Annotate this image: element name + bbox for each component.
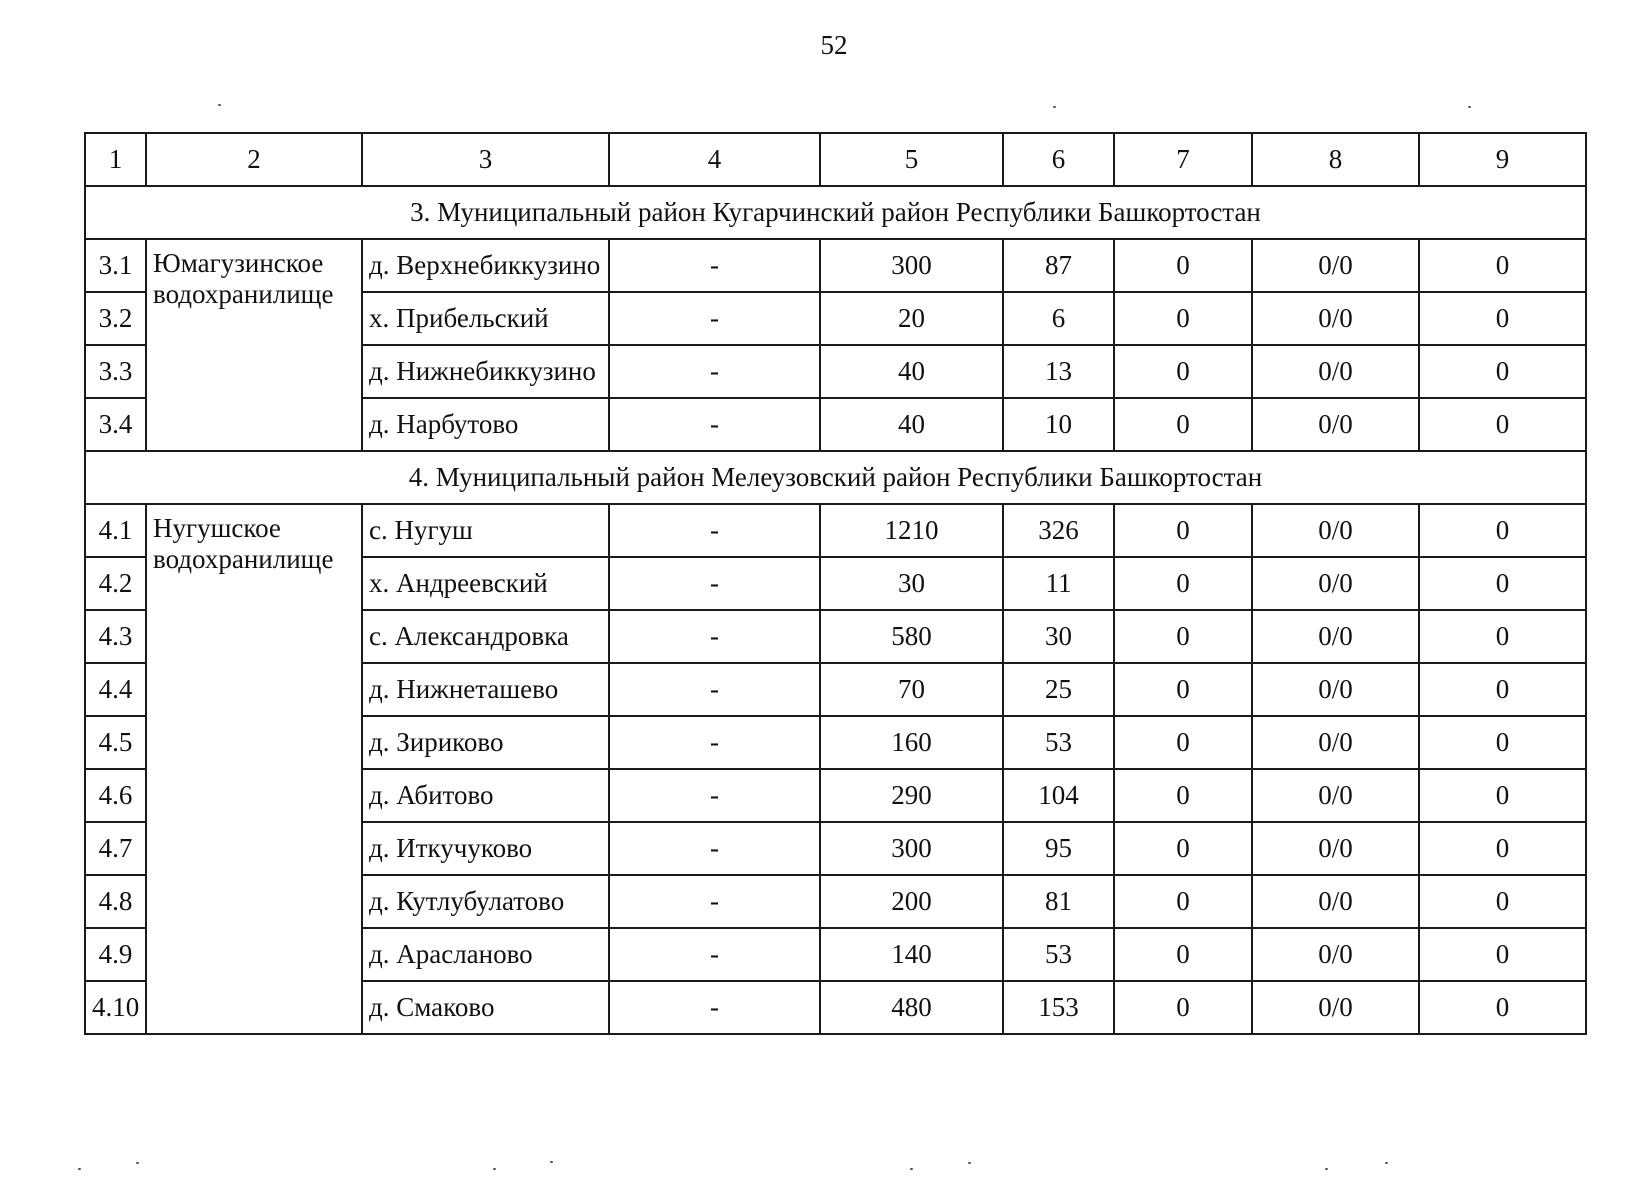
col8-value: 0/0 — [1252, 769, 1419, 822]
settlement-name: д. Иткучуково — [362, 822, 609, 875]
col9-value: 0 — [1419, 292, 1586, 345]
col7-value: 0 — [1114, 239, 1252, 292]
row-number: 4.5 — [85, 716, 146, 769]
col6-value: 13 — [1003, 345, 1114, 398]
col7-value: 0 — [1114, 292, 1252, 345]
col9-value: 0 — [1419, 504, 1586, 557]
col9-value: 0 — [1419, 398, 1586, 451]
col5-value: 300 — [820, 822, 1003, 875]
header-cell: 9 — [1419, 133, 1586, 186]
col4-value: - — [609, 769, 820, 822]
col6-value: 81 — [1003, 875, 1114, 928]
row-number: 4.9 — [85, 928, 146, 981]
col9-value: 0 — [1419, 928, 1586, 981]
settlement-name: д. Нижнеташево — [362, 663, 609, 716]
col5-value: 580 — [820, 610, 1003, 663]
page-number: 52 — [820, 30, 848, 60]
col8-value: 0/0 — [1252, 981, 1419, 1034]
col4-value: - — [609, 663, 820, 716]
row-number: 4.3 — [85, 610, 146, 663]
col6-value: 53 — [1003, 928, 1114, 981]
col4-value: - — [609, 822, 820, 875]
col8-value: 0/0 — [1252, 398, 1419, 451]
col6-value: 153 — [1003, 981, 1114, 1034]
settlement-name: д. Абитово — [362, 769, 609, 822]
scan-speck — [968, 1162, 971, 1164]
col9-value: 0 — [1419, 663, 1586, 716]
col7-value: 0 — [1114, 398, 1252, 451]
col9-value: 0 — [1419, 981, 1586, 1034]
col8-value: 0/0 — [1252, 928, 1419, 981]
row-number: 4.2 — [85, 557, 146, 610]
settlement-name: д. Нарбутово — [362, 398, 609, 451]
col8-value: 0/0 — [1252, 822, 1419, 875]
scan-speck — [550, 1161, 553, 1163]
settlement-name: д. Смаково — [362, 981, 609, 1034]
section-title-row — [85, 451, 1586, 504]
row-number: 4.4 — [85, 663, 146, 716]
col9-value: 0 — [1419, 769, 1586, 822]
col4-value: - — [609, 557, 820, 610]
settlement-name: д. Нижнебиккузино — [362, 345, 609, 398]
col9-value: 0 — [1419, 610, 1586, 663]
col5-value: 160 — [820, 716, 1003, 769]
row-number: 4.1 — [85, 504, 146, 557]
col8-value: 0/0 — [1252, 716, 1419, 769]
col4-value: - — [609, 292, 820, 345]
col7-value: 0 — [1114, 663, 1252, 716]
settlement-name: д. Верхнебиккузино — [362, 239, 609, 292]
table-row — [85, 239, 1586, 292]
col6-value: 326 — [1003, 504, 1114, 557]
col7-value: 0 — [1114, 928, 1252, 981]
col4-value: - — [609, 504, 820, 557]
col8-value: 0/0 — [1252, 292, 1419, 345]
table-row — [85, 504, 1586, 557]
col4-value: - — [609, 981, 820, 1034]
col8-value: 0/0 — [1252, 504, 1419, 557]
col7-value: 0 — [1114, 504, 1252, 557]
header-cell: 6 — [1003, 133, 1114, 186]
col5-value: 30 — [820, 557, 1003, 610]
col7-value: 0 — [1114, 716, 1252, 769]
col7-value: 0 — [1114, 981, 1252, 1034]
settlement-name: д. Арасланово — [362, 928, 609, 981]
col4-value: - — [609, 928, 820, 981]
section-title: 3. Муниципальный район Кугарчинский район Республики Башкортостан — [85, 186, 1586, 239]
col8-value: 0/0 — [1252, 239, 1419, 292]
settlement-name: д. Зириково — [362, 716, 609, 769]
col5-value: 200 — [820, 875, 1003, 928]
settlement-name: х. Андреевский — [362, 557, 609, 610]
col9-value: 0 — [1419, 716, 1586, 769]
data-table — [84, 132, 1587, 1035]
col5-value: 290 — [820, 769, 1003, 822]
col6-value: 53 — [1003, 716, 1114, 769]
col5-value: 300 — [820, 239, 1003, 292]
scan-speck — [1468, 106, 1471, 108]
col5-value: 1210 — [820, 504, 1003, 557]
col7-value: 0 — [1114, 769, 1252, 822]
col4-value: - — [609, 716, 820, 769]
col9-value: 0 — [1419, 557, 1586, 610]
col7-value: 0 — [1114, 875, 1252, 928]
header-cell: 1 — [85, 133, 146, 186]
col7-value: 0 — [1114, 610, 1252, 663]
col6-value: 30 — [1003, 610, 1114, 663]
header-cell: 8 — [1252, 133, 1419, 186]
col6-value: 95 — [1003, 822, 1114, 875]
header-cell: 5 — [820, 133, 1003, 186]
col4-value: - — [609, 875, 820, 928]
scan-speck — [1325, 1168, 1328, 1170]
col5-value: 40 — [820, 345, 1003, 398]
col6-value: 10 — [1003, 398, 1114, 451]
settlement-name: с. Нугуш — [362, 504, 609, 557]
scan-speck — [78, 1168, 81, 1170]
header-cell: 2 — [146, 133, 362, 186]
header-cell: 3 — [362, 133, 609, 186]
col7-value: 0 — [1114, 345, 1252, 398]
col9-value: 0 — [1419, 239, 1586, 292]
row-number: 4.10 — [85, 981, 146, 1034]
col5-value: 70 — [820, 663, 1003, 716]
row-number: 3.4 — [85, 398, 146, 451]
header-cell: 7 — [1114, 133, 1252, 186]
col6-value: 25 — [1003, 663, 1114, 716]
col4-value: - — [609, 398, 820, 451]
scan-speck — [910, 1168, 913, 1170]
col4-value: - — [609, 239, 820, 292]
col5-value: 20 — [820, 292, 1003, 345]
section-title: 4. Муниципальный район Мелеузовский район Республики Башкортостан — [85, 451, 1586, 504]
col8-value: 0/0 — [1252, 875, 1419, 928]
reservoir-name: Нугушское водохранилище — [146, 504, 362, 1034]
row-number: 4.8 — [85, 875, 146, 928]
scan-speck — [493, 1168, 496, 1170]
col7-value: 0 — [1114, 557, 1252, 610]
row-number: 3.3 — [85, 345, 146, 398]
col9-value: 0 — [1419, 875, 1586, 928]
col8-value: 0/0 — [1252, 557, 1419, 610]
row-number: 3.2 — [85, 292, 146, 345]
scan-speck — [1053, 106, 1056, 108]
col5-value: 40 — [820, 398, 1003, 451]
col4-value: - — [609, 345, 820, 398]
row-number: 4.6 — [85, 769, 146, 822]
header-cell: 4 — [609, 133, 820, 186]
col8-value: 0/0 — [1252, 610, 1419, 663]
scan-speck — [1385, 1162, 1388, 1164]
col6-value: 11 — [1003, 557, 1114, 610]
reservoir-name: Юмагузинское водохранилище — [146, 239, 362, 451]
col5-value: 140 — [820, 928, 1003, 981]
scan-speck — [136, 1162, 139, 1164]
col5-value: 480 — [820, 981, 1003, 1034]
col9-value: 0 — [1419, 345, 1586, 398]
section-title-row — [85, 186, 1586, 239]
col6-value: 104 — [1003, 769, 1114, 822]
col8-value: 0/0 — [1252, 663, 1419, 716]
col8-value: 0/0 — [1252, 345, 1419, 398]
settlement-name: д. Кутлубулатово — [362, 875, 609, 928]
header-row — [85, 133, 1586, 186]
col9-value: 0 — [1419, 822, 1586, 875]
col6-value: 87 — [1003, 239, 1114, 292]
row-number: 3.1 — [85, 239, 146, 292]
col6-value: 6 — [1003, 292, 1114, 345]
row-number: 4.7 — [85, 822, 146, 875]
settlement-name: х. Прибельский — [362, 292, 609, 345]
col7-value: 0 — [1114, 822, 1252, 875]
col4-value: - — [609, 610, 820, 663]
settlement-name: с. Александровка — [362, 610, 609, 663]
scan-speck — [218, 104, 221, 106]
